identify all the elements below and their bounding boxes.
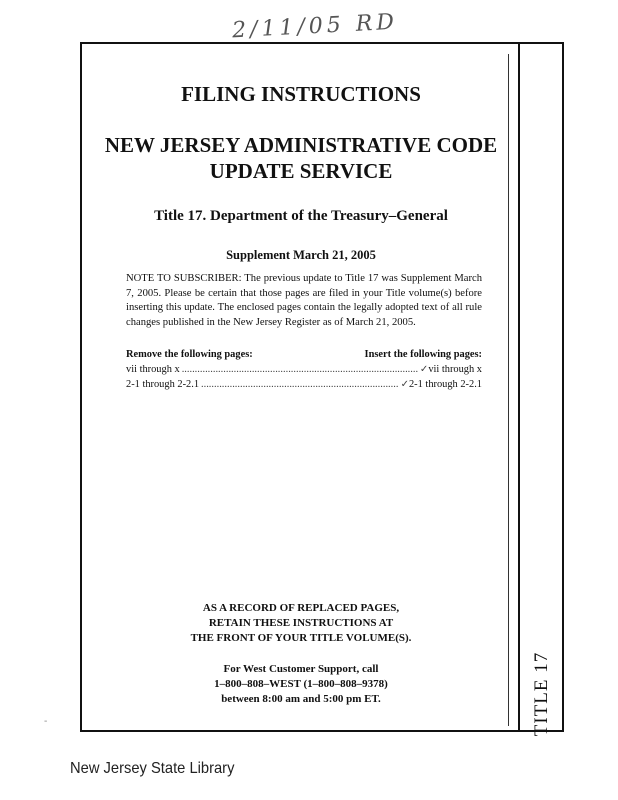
page-row xyxy=(126,364,482,375)
retain-line3: THE FRONT OF YOUR TITLE VOLUME(S). xyxy=(190,632,412,644)
title-tab-label: TITLE 17 xyxy=(531,651,552,737)
leader-dots xyxy=(182,364,418,375)
title-heading: Title 17. Department of the Treasury–General xyxy=(154,208,448,224)
njac-heading-line2: UPDATE SERVICE xyxy=(209,159,393,183)
remove-pages-value: 2-1 through 2-2.1 xyxy=(126,379,200,390)
retain-line1: AS A RECORD OF REPLACED PAGES, xyxy=(202,602,400,614)
insert-pages-value: 2-1 through 2-2.1 xyxy=(408,379,482,390)
check-mark-icon: ✓ xyxy=(419,364,429,375)
support-line1: For West Customer Support, call xyxy=(223,663,379,675)
pages-column-headers xyxy=(126,349,482,360)
check-mark-icon: ✓ xyxy=(400,379,409,390)
filing-instructions-sheet xyxy=(80,42,564,737)
njac-heading-line1: NEW JERSEY ADMINISTRATIVE CODE xyxy=(104,133,498,157)
remove-pages-value: vii through x xyxy=(126,364,180,375)
title-tab xyxy=(524,634,560,754)
retain-line2: RETAIN THESE INSTRUCTIONS AT xyxy=(208,617,394,629)
customer-support-info xyxy=(88,662,514,707)
supplement-date: Supplement March 21, 2005 xyxy=(226,248,376,262)
handwritten-date-note: 2/11/05 RD xyxy=(231,9,399,44)
note-to-subscriber: NOTE TO SUBSCRIBER: The previous update to Title 17 was Supplement March 7, 2005. Please be certain that those pages are filed in your Title volume(s) before inserting this update. The enclosed pages contain the legally adopted text of all rule changes published in the New Jersey Register as of March 21, 2005. xyxy=(126,273,482,328)
insert-pages-header: Insert the following pages: xyxy=(364,349,482,360)
leader-dots xyxy=(201,379,399,390)
retain-instructions xyxy=(88,601,514,646)
filing-instructions-heading: FILING INSTRUCTIONS xyxy=(181,82,421,106)
support-phone: 1–800–808–WEST (1–800–808–9378) xyxy=(214,678,388,690)
title-tab-strip xyxy=(518,44,562,737)
tab-divider-rule xyxy=(508,54,509,726)
library-footer: New Jersey State Library xyxy=(70,760,235,777)
margin-mark: - xyxy=(44,716,48,727)
sheet-content xyxy=(88,44,514,730)
remove-pages-header: Remove the following pages: xyxy=(126,349,253,360)
page-row xyxy=(126,379,482,390)
insert-pages-value: vii through x xyxy=(428,364,482,375)
support-hours: between 8:00 am and 5:00 pm ET. xyxy=(221,693,381,705)
njac-heading xyxy=(88,132,514,184)
